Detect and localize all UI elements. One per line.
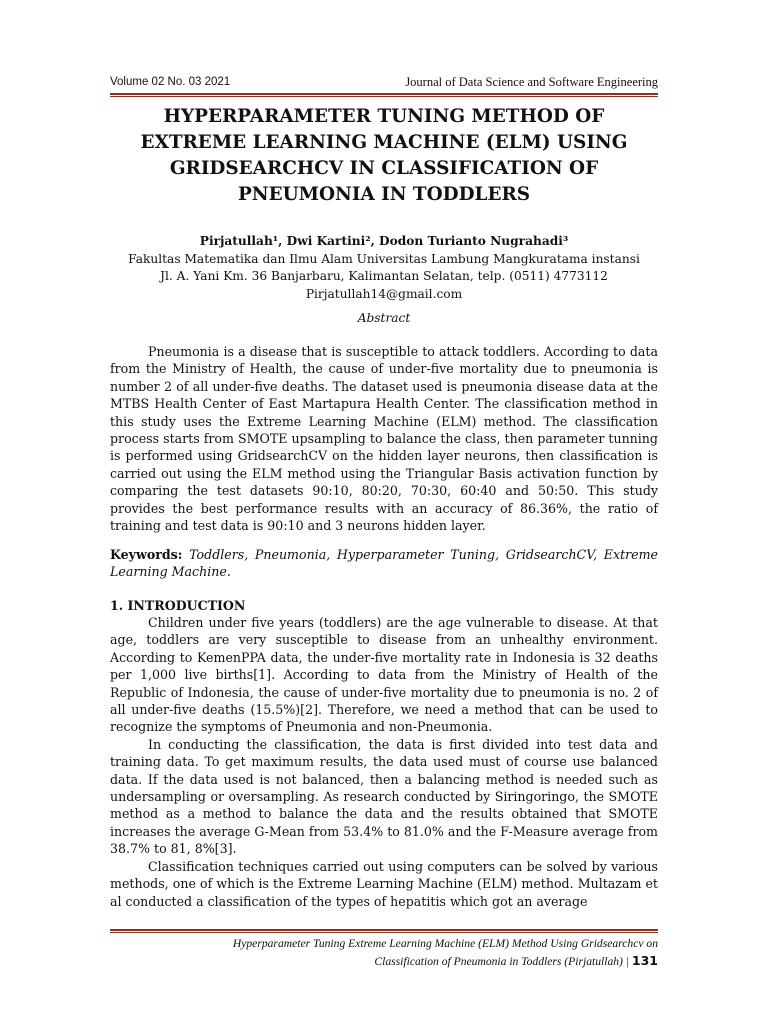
abstract-body	[110, 343, 658, 534]
footer-rule-thin	[110, 932, 658, 933]
intro-paragraph: In conducting the classification, the data is first divided into test data and training data. To get maximum results, the data used must of course use balanced data. If the data used is not balanced, then a balancing method is needed such as undersampling or oversampling. As research conducted by Siringoringo, the SMOTE method as a method to balance the data and the results obtained that SMOTE increases the average G-Mean from 53.4% to 81.0% and the F-Measure average from 38.7% to 81, 8%[3].	[110, 736, 658, 857]
abstract-paragraph: Pneumonia is a disease that is susceptible to attack toddlers. According to data from the Ministry of Health, the cause of under-five mortality due to pneumonia is number 2 of all under-five deaths. The dataset used is pneumonia disease data at the MTBS Health Center of East Martapura Health Center. The classification method in this study uses the Extreme Learning Machine (ELM) method. The classification process starts from SMOTE upsampling to balance the class, then parameter tunning is performed using GridsearchCV on the hidden layer neurons, then classification is carried out using the ELM method using the Triangular Basis activation function by comparing the test datasets 90:10, 80:20, 70:30, 60:40 and 50:50. This study provides the best performance results with an accuracy of 86.36%, the ratio of training and test data is 90:10 and 3 neurons hidden layer.	[110, 344, 658, 534]
keywords-block	[110, 546, 658, 581]
page-number: 131	[631, 953, 658, 968]
author-names: Pirjatullah¹, Dwi Kartini², Dodon Turianto Nugrahadi³	[199, 234, 569, 248]
footer-rule	[110, 929, 658, 931]
journal-name: Journal of Data Science and Software Engineering	[405, 75, 658, 89]
keywords-text: Toddlers, Pneumonia, Hyperparameter Tuning, GridsearchCV, Extreme Learning Machine.	[110, 547, 659, 580]
introduction-body	[110, 614, 658, 910]
volume-label: Volume 02 No. 03 2021	[110, 76, 231, 88]
title-line: EXTREME LEARNING MACHINE (ELM) USING	[140, 132, 628, 153]
footer-line-1: Hyperparameter Tuning Extreme Learning Machine (ELM) Method Using Gridsearchcv on	[232, 937, 658, 950]
intro-paragraph: Children under five years (toddlers) are the age vulnerable to disease. At that age, toddlers are very susceptible to disease from an unhealthy environment. According to KemenPPA data, the under-five mortality rate in Indonesia is 32 deaths per 1,000 live births[1]. According to data from the Ministry of Health of the Republic of Indonesia, the cause of under-five mortality due to pneumonia is no. 2 of all under-five deaths (15.5%)[2]. Therefore, we need a method that can be used to recognize the symptoms of Pneumonia and non-Pneumonia.	[110, 615, 658, 735]
footer-separator: |	[622, 955, 632, 968]
paper-title	[110, 104, 658, 208]
author-block	[110, 233, 658, 303]
author-affiliation: Fakultas Matematika dan Ilmu Alam Universitas Lambung Mangkuratama instansi	[128, 251, 640, 266]
header-rule-thin	[110, 96, 658, 97]
running-header	[110, 76, 658, 92]
abstract-heading: Abstract	[357, 311, 411, 325]
title-line: HYPERPARAMETER TUNING METHOD OF	[163, 106, 605, 127]
footer-citation: Classification of Pneumonia in Toddlers (Pirjatullah)	[374, 955, 623, 968]
header-rule	[110, 93, 658, 95]
author-email: Pirjatullah14@gmail.com	[305, 286, 463, 301]
author-address: Jl. A. Yani Km. 36 Banjarbaru, Kalimantan Selatan, telp. (0511) 4773112	[160, 269, 608, 283]
title-line: GRIDSEARCHCV IN CLASSIFICATION OF	[169, 158, 599, 179]
section-heading-introduction: 1. INTRODUCTION	[110, 598, 246, 613]
keywords-label: Keywords:	[110, 547, 183, 562]
title-line: PNEUMONIA IN TODDLERS	[237, 184, 531, 205]
running-footer	[110, 935, 658, 970]
intro-paragraph: Classification techniques carried out using computers can be solved by various methods, one of which is the Extreme Learning Machine (ELM) method. Multazam et al conducted a classification of the types of hepatitis which got an average	[110, 858, 658, 909]
footer-line-2	[110, 952, 658, 970]
